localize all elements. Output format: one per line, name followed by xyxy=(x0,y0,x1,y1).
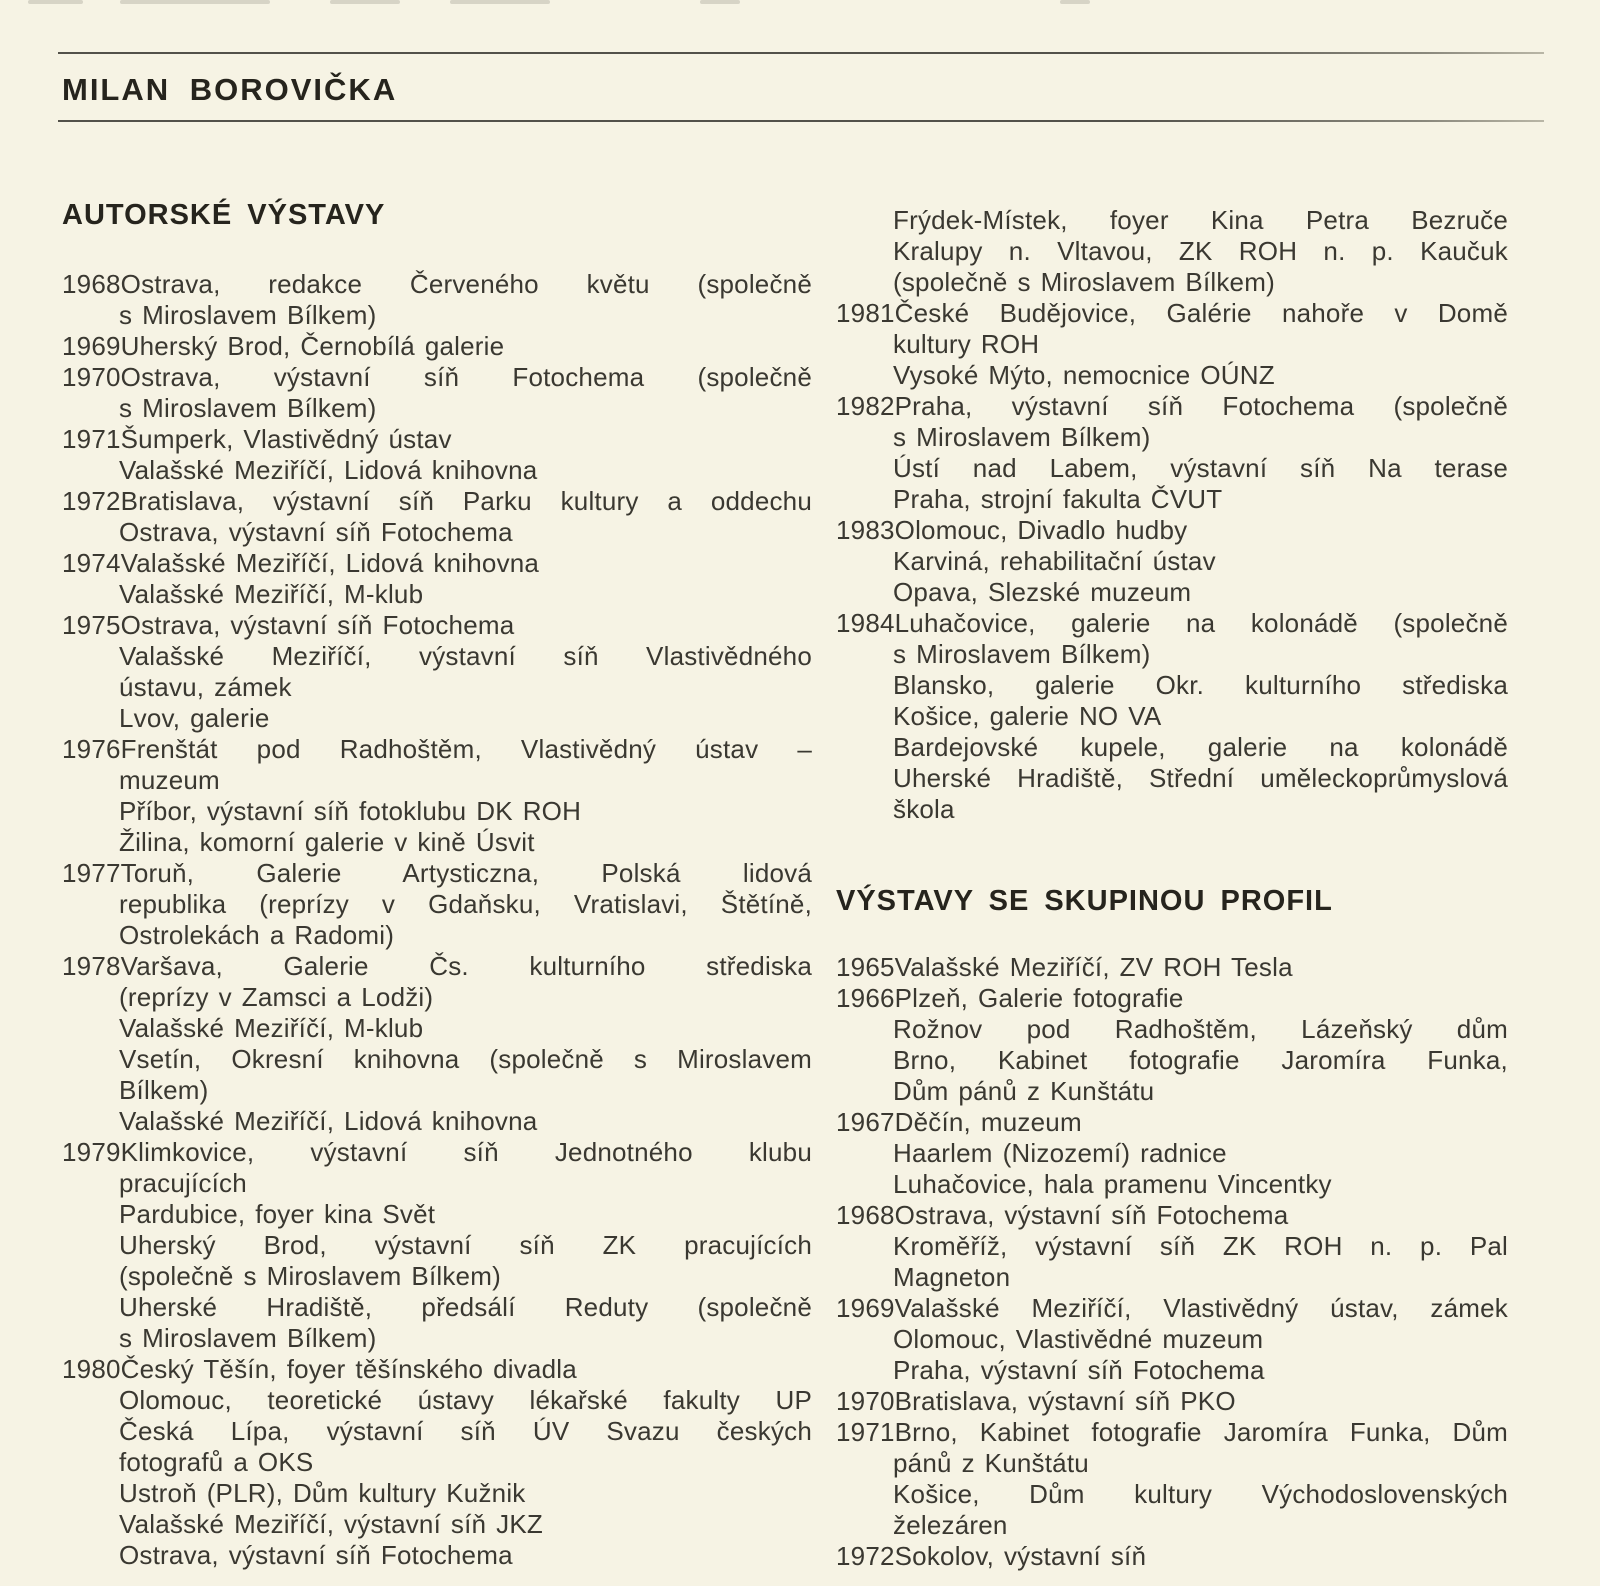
venue-text: kultury ROH xyxy=(893,329,1040,359)
scan-artifact xyxy=(120,0,270,4)
exhibition-line xyxy=(62,1478,812,1509)
year-label: 1978 xyxy=(62,951,121,981)
exhibition-line xyxy=(62,1323,812,1354)
year-label xyxy=(836,794,893,825)
venue-text: (společně s Miroslavem Bílkem) xyxy=(119,1261,501,1291)
exhibition-line xyxy=(836,1169,1508,1200)
venue-text: Žilina, komorní galerie v kině Úsvit xyxy=(119,827,535,857)
year-label xyxy=(62,703,119,734)
year-label: 1982 xyxy=(836,391,895,421)
venue-text: Valašské Meziříčí, ZV ROH Tesla xyxy=(894,952,1293,982)
venue-text: Luhačovice, hala pramenu Vincentky xyxy=(893,1169,1332,1199)
year-label xyxy=(836,422,893,453)
scan-artifact xyxy=(330,0,400,4)
exhibition-line xyxy=(62,1354,812,1385)
year-label: 1977 xyxy=(62,858,121,888)
exhibition-line xyxy=(836,391,1508,422)
year-label xyxy=(62,1323,119,1354)
exhibition-line xyxy=(62,269,812,300)
exhibition-line xyxy=(836,577,1508,608)
exhibition-line xyxy=(836,794,1508,825)
year-label: 1974 xyxy=(62,548,121,578)
exhibition-line xyxy=(62,486,812,517)
year-label xyxy=(836,329,893,360)
exhibition-line xyxy=(836,267,1508,298)
venue-text: Praha, výstavní síň Fotochema xyxy=(893,1355,1265,1385)
year-label xyxy=(62,579,119,610)
venue-text: s Miroslavem Bílkem) xyxy=(893,639,1151,669)
section-heading-autorske-vystavy: AUTORSKÉ VÝSTAVY xyxy=(62,199,386,231)
exhibition-line xyxy=(62,672,812,703)
exhibition-line xyxy=(836,1293,1508,1324)
exhibition-line xyxy=(836,422,1508,453)
year-label xyxy=(836,1510,893,1541)
venue-text: Košice, galerie NO VA xyxy=(893,701,1162,731)
exhibition-line xyxy=(836,1076,1508,1107)
year-label xyxy=(62,1385,119,1416)
venue-text: Ostrava, redakce Červeného květu (společně xyxy=(120,269,812,299)
venue-text: Praha, výstavní síň Fotochema (společně xyxy=(894,391,1508,421)
horizontal-rule-under-title xyxy=(58,120,1544,122)
venue-text: České Budějovice, Galérie nahoře v Domě xyxy=(894,298,1508,328)
year-label xyxy=(836,732,893,763)
year-label xyxy=(62,889,119,920)
year-label xyxy=(62,827,119,858)
year-label xyxy=(62,796,119,827)
exhibition-line xyxy=(836,515,1508,546)
year-label xyxy=(836,267,893,298)
year-label xyxy=(836,1138,893,1169)
exhibition-line xyxy=(62,1168,812,1199)
year-label xyxy=(836,1262,893,1293)
exhibition-line xyxy=(62,610,812,641)
scan-artifact xyxy=(28,0,83,4)
year-label xyxy=(62,1168,119,1199)
exhibition-line xyxy=(836,329,1508,360)
venue-text: (společně s Miroslavem Bílkem) xyxy=(893,267,1275,297)
exhibition-line xyxy=(836,1138,1508,1169)
venue-text: Karviná, rehabilitační ústav xyxy=(893,546,1216,576)
scan-artifact xyxy=(700,0,740,4)
exhibition-line xyxy=(836,1479,1508,1510)
venue-text: Blansko, galerie Okr. kulturního střediska xyxy=(893,670,1508,700)
venue-text: Ostrava, výstavní síň Fotochema xyxy=(120,610,515,640)
exhibition-line xyxy=(62,703,812,734)
year-label xyxy=(62,672,119,703)
venue-text: Kralupy n. Vltavou, ZK ROH n. p. Kaučuk xyxy=(893,236,1508,266)
page-title: MILAN BOROVIČKA xyxy=(62,72,398,107)
profil-group-exhibitions-list xyxy=(836,952,1508,1572)
venue-text: Valašské Meziříčí, Vlastivědný ústav, zámek xyxy=(894,1293,1508,1323)
venue-text: Olomouc, teoretické ústavy lékařské fakulty UP xyxy=(119,1385,812,1415)
year-label: 1966 xyxy=(836,983,895,1013)
year-label xyxy=(836,577,893,608)
exhibition-line xyxy=(62,1416,812,1447)
year-label xyxy=(836,453,893,484)
scan-artifact xyxy=(450,0,550,4)
venue-text: Ustroň (PLR), Dům kultury Kužnik xyxy=(119,1478,526,1508)
year-label xyxy=(62,1416,119,1447)
exhibition-line xyxy=(62,517,812,548)
venue-text: Uherské Hradiště, předsálí Reduty (společně xyxy=(119,1292,812,1322)
exhibition-line xyxy=(836,670,1508,701)
exhibition-line xyxy=(836,298,1508,329)
venue-text: Toruň, Galerie Artysticzna, Polská lidová xyxy=(120,858,812,888)
exhibition-line xyxy=(62,1261,812,1292)
venue-text: Frýdek-Místek, foyer Kina Petra Bezruče xyxy=(893,205,1508,235)
venue-text: Pardubice, foyer kina Svět xyxy=(119,1199,436,1229)
venue-text: Ostrava, výstavní síň Fotochema xyxy=(119,517,513,547)
venue-text: Valašské Meziříčí, Lidová knihovna xyxy=(119,455,538,485)
year-label xyxy=(836,1479,893,1510)
year-label xyxy=(836,205,893,236)
exhibition-line xyxy=(62,1137,812,1168)
exhibition-line xyxy=(62,1199,812,1230)
year-label: 1971 xyxy=(836,1417,895,1447)
exhibition-line xyxy=(62,1540,812,1571)
venue-text: Haarlem (Nizozemí) radnice xyxy=(893,1138,1227,1168)
year-label: 1980 xyxy=(62,1354,121,1384)
year-label xyxy=(62,1509,119,1540)
year-label xyxy=(836,1324,893,1355)
author-exhibitions-list-continued xyxy=(836,205,1508,825)
year-label xyxy=(62,982,119,1013)
exhibition-line xyxy=(836,952,1508,983)
venue-text: Lvov, galerie xyxy=(119,703,270,733)
year-label xyxy=(836,1355,893,1386)
exhibition-line xyxy=(62,362,812,393)
year-label xyxy=(62,1478,119,1509)
year-label: 1984 xyxy=(836,608,895,638)
exhibition-line xyxy=(62,331,812,362)
venue-text: s Miroslavem Bílkem) xyxy=(119,300,377,330)
year-label xyxy=(62,1075,119,1106)
venue-text: Uherský Brod, Černobílá galerie xyxy=(120,331,505,361)
venue-text: muzeum xyxy=(119,765,220,795)
venue-text: Klimkovice, výstavní síň Jednotného klubu xyxy=(120,1137,812,1167)
exhibition-line xyxy=(62,1385,812,1416)
year-label xyxy=(62,517,119,548)
venue-text: Šumperk, Vlastivědný ústav xyxy=(120,424,452,454)
exhibition-line xyxy=(62,1044,812,1075)
year-label xyxy=(836,484,893,515)
venue-text: Příbor, výstavní síň fotoklubu DK ROH xyxy=(119,796,582,826)
year-label xyxy=(836,1045,893,1076)
venue-text: Valašské Meziříčí, Lidová knihovna xyxy=(119,1106,538,1136)
exhibition-line xyxy=(836,1045,1508,1076)
exhibition-line xyxy=(62,951,812,982)
venue-text: Brno, Kabinet fotografie Jaromíra Funka, Dům xyxy=(894,1417,1508,1447)
exhibition-line xyxy=(62,858,812,889)
venue-text: Brno, Kabinet fotografie Jaromíra Funka, xyxy=(893,1045,1508,1075)
exhibition-line xyxy=(62,1106,812,1137)
exhibition-line xyxy=(836,639,1508,670)
year-label xyxy=(62,300,119,331)
venue-text: Olomouc, Vlastivědné muzeum xyxy=(893,1324,1264,1354)
venue-text: Sokolov, výstavní síň xyxy=(894,1541,1147,1571)
year-label xyxy=(836,1231,893,1262)
exhibition-line xyxy=(836,484,1508,515)
venue-text: Opava, Slezské muzeum xyxy=(893,577,1192,607)
venue-text: s Miroslavem Bílkem) xyxy=(893,422,1151,452)
exhibition-line xyxy=(62,1509,812,1540)
year-label: 1971 xyxy=(62,424,121,454)
venue-text: Valašské Meziříčí, výstavní síň JKZ xyxy=(119,1509,543,1539)
venue-text: Český Těšín, foyer těšínského divadla xyxy=(120,1354,577,1384)
venue-text: Valašské Meziříčí, Lidová knihovna xyxy=(120,548,540,578)
exhibition-line xyxy=(836,1510,1508,1541)
venue-text: fotografů a OKS xyxy=(119,1447,314,1477)
exhibition-line xyxy=(836,701,1508,732)
year-label xyxy=(62,1230,119,1261)
year-label xyxy=(62,765,119,796)
exhibition-line xyxy=(836,360,1508,391)
year-label: 1968 xyxy=(836,1200,895,1230)
venue-text: (reprízy v Zamsci a Lodži) xyxy=(119,982,434,1012)
exhibition-line xyxy=(62,765,812,796)
year-label: 1967 xyxy=(836,1107,895,1137)
exhibition-line xyxy=(836,453,1508,484)
venue-text: Vsetín, Okresní knihovna (společně s Miroslavem xyxy=(119,1044,812,1074)
section-heading-vystavy-se-skupinou-profil: VÝSTAVY SE SKUPINOU PROFIL xyxy=(836,885,1333,917)
venue-text: republika (reprízy v Gdaňsku, Vratislavi, Štětíně, xyxy=(119,889,812,919)
exhibition-line xyxy=(62,889,812,920)
year-label: 1979 xyxy=(62,1137,121,1167)
year-label xyxy=(62,1199,119,1230)
exhibition-line xyxy=(836,1262,1508,1293)
exhibition-line xyxy=(62,827,812,858)
venue-text: Ostrava, výstavní síň Fotochema xyxy=(894,1200,1289,1230)
exhibition-line xyxy=(836,608,1508,639)
exhibition-line xyxy=(836,1324,1508,1355)
exhibition-line xyxy=(836,1014,1508,1045)
exhibition-line xyxy=(836,546,1508,577)
year-label xyxy=(836,763,893,794)
venue-text: škola xyxy=(893,794,955,824)
venue-text: Uherské Hradiště, Střední uměleckoprůmyslová xyxy=(893,763,1508,793)
exhibition-line xyxy=(836,236,1508,267)
venue-text: Luhačovice, galerie na kolonádě (společně xyxy=(894,608,1508,638)
venue-text: pánů z Kunštátu xyxy=(893,1448,1089,1478)
venue-text: ústavu, zámek xyxy=(119,672,292,702)
venue-text: Ostrava, výstavní síň Fotochema xyxy=(119,1540,513,1570)
year-label xyxy=(62,1044,119,1075)
venue-text: pracujících xyxy=(119,1168,247,1198)
year-label xyxy=(836,360,893,391)
venue-text: Bílkem) xyxy=(119,1075,209,1105)
year-label: 1970 xyxy=(836,1386,895,1416)
year-label xyxy=(62,1447,119,1478)
year-label xyxy=(62,1292,119,1323)
exhibition-line xyxy=(836,983,1508,1014)
year-label xyxy=(836,670,893,701)
year-label: 1981 xyxy=(836,298,895,328)
venue-text: Valašské Meziříčí, výstavní síň Vlastivědného xyxy=(119,641,812,671)
exhibition-line xyxy=(62,796,812,827)
exhibition-line xyxy=(62,548,812,579)
exhibition-line xyxy=(62,1447,812,1478)
exhibition-line xyxy=(62,920,812,951)
venue-text: Praha, strojní fakulta ČVUT xyxy=(893,484,1223,514)
venue-text: s Miroslavem Bílkem) xyxy=(119,393,377,423)
venue-text: Valašské Meziříčí, M-klub xyxy=(119,579,424,609)
venue-text: Bardejovské kupele, galerie na kolonádě xyxy=(893,732,1508,762)
venue-text: Magneton xyxy=(893,1262,1011,1292)
year-label xyxy=(836,639,893,670)
venue-text: Bratislava, výstavní síň Parku kultury a oddechu xyxy=(120,486,812,516)
year-label xyxy=(62,1261,119,1292)
venue-text: Valašské Meziříčí, M-klub xyxy=(119,1013,424,1043)
year-label: 1976 xyxy=(62,734,121,764)
venue-text: Frenštát pod Radhoštěm, Vlastivědný ústav – xyxy=(120,734,812,764)
venue-text: Dům pánů z Kunštátu xyxy=(893,1076,1155,1106)
year-label xyxy=(836,236,893,267)
venue-text: Vysoké Mýto, nemocnice OÚNZ xyxy=(893,360,1275,390)
exhibition-line xyxy=(62,982,812,1013)
venue-text: Olomouc, Divadlo hudby xyxy=(894,515,1188,545)
exhibition-line xyxy=(836,1231,1508,1262)
year-label xyxy=(836,1076,893,1107)
venue-text: Bratislava, výstavní síň PKO xyxy=(894,1386,1236,1416)
exhibition-line xyxy=(836,1417,1508,1448)
year-label xyxy=(62,393,119,424)
year-label: 1969 xyxy=(62,331,121,361)
year-label xyxy=(62,455,119,486)
venue-text: s Miroslavem Bílkem) xyxy=(119,1323,377,1353)
exhibition-line xyxy=(62,300,812,331)
year-label xyxy=(62,1013,119,1044)
exhibition-line xyxy=(836,1355,1508,1386)
exhibition-line xyxy=(836,1386,1508,1417)
exhibition-line xyxy=(62,424,812,455)
year-label: 1969 xyxy=(836,1293,895,1323)
venue-text: Kroměříž, výstavní síň ZK ROH n. p. Pal xyxy=(893,1231,1508,1261)
venue-text: Plzeň, Galerie fotografie xyxy=(894,983,1184,1013)
exhibition-line xyxy=(62,393,812,424)
venue-text: Varšava, Galerie Čs. kulturního střediska xyxy=(120,951,812,981)
author-exhibitions-list xyxy=(62,269,812,1571)
year-label xyxy=(62,1106,119,1137)
exhibition-line xyxy=(62,1013,812,1044)
exhibition-line xyxy=(62,1075,812,1106)
exhibition-line xyxy=(836,205,1508,236)
exhibition-line xyxy=(62,734,812,765)
year-label xyxy=(62,641,119,672)
venue-text: Česká Lípa, výstavní síň ÚV Svazu českých xyxy=(119,1416,812,1446)
exhibition-line xyxy=(62,579,812,610)
scan-artifact xyxy=(1060,0,1090,4)
year-label: 1970 xyxy=(62,362,121,392)
year-label xyxy=(836,701,893,732)
exhibition-line xyxy=(836,1541,1508,1572)
year-label: 1972 xyxy=(62,486,121,516)
exhibition-line xyxy=(62,1230,812,1261)
year-label xyxy=(836,546,893,577)
exhibition-line xyxy=(62,455,812,486)
exhibition-line xyxy=(836,732,1508,763)
exhibition-line xyxy=(836,1200,1508,1231)
exhibition-line xyxy=(836,1107,1508,1138)
venue-text: Děčín, muzeum xyxy=(894,1107,1082,1137)
venue-text: Rožnov pod Radhoštěm, Lázeňský dům xyxy=(893,1014,1508,1044)
year-label: 1983 xyxy=(836,515,895,545)
year-label: 1968 xyxy=(62,269,121,299)
venue-text: železáren xyxy=(893,1510,1008,1540)
venue-text: Uherský Brod, výstavní síň ZK pracujících xyxy=(119,1230,812,1260)
exhibition-line xyxy=(836,763,1508,794)
year-label: 1972 xyxy=(836,1541,895,1571)
exhibition-line xyxy=(62,1292,812,1323)
year-label xyxy=(62,920,119,951)
year-label xyxy=(62,1540,119,1571)
year-label: 1975 xyxy=(62,610,121,640)
horizontal-rule-top xyxy=(58,52,1544,54)
year-label: 1965 xyxy=(836,952,895,982)
year-label xyxy=(836,1014,893,1045)
venue-text: Ústí nad Labem, výstavní síň Na terase xyxy=(893,453,1508,483)
year-label xyxy=(836,1169,893,1200)
exhibition-line xyxy=(836,1448,1508,1479)
venue-text: Ostrava, výstavní síň Fotochema (společně xyxy=(120,362,812,392)
exhibition-line xyxy=(62,641,812,672)
year-label xyxy=(836,1448,893,1479)
venue-text: Košice, Dům kultury Východoslovenských xyxy=(893,1479,1508,1509)
venue-text: Ostrolekách a Radomi) xyxy=(119,920,395,950)
